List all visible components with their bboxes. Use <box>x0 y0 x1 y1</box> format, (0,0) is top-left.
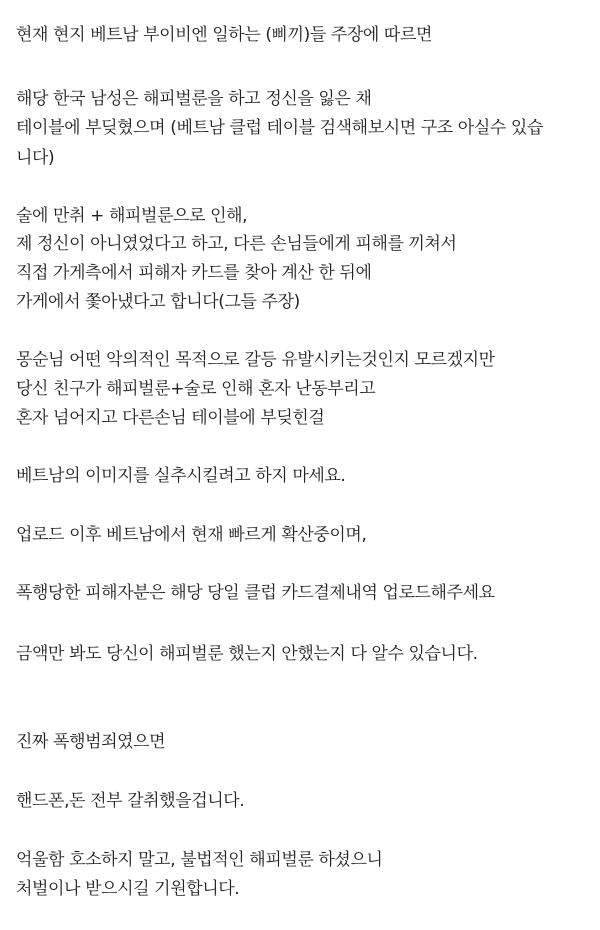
text-line: 핸드폰,돈 전부 갈취했을겁니다. <box>16 791 245 811</box>
text-line: 니다) <box>16 148 55 168</box>
text-line: 베트남의 이미지를 실추시킬려고 하지 마세요. <box>16 466 346 486</box>
text-line: 해당 한국 남성은 해피벌룬을 하고 정신을 잃은 채 <box>16 89 372 109</box>
text-line: 금액만 봐도 당신이 해피벌룬 했는지 안했는지 다 알수 있습니다. <box>16 644 478 664</box>
text-line: 폭행당한 피해자분은 해당 당일 클럽 카드결제내역 업로드해주세요 <box>16 583 495 603</box>
text-line: 당신 친구가 해피벌룬+술로 인해 혼자 난동부리고 <box>16 379 376 399</box>
text-line: 처벌이나 받으시길 기원합니다. <box>16 879 240 899</box>
text-line: 테이블에 부딪혔으며 (베트남 클럽 테이블 검색해보시면 구조 아실수 있습 <box>16 118 543 138</box>
text-line: 술에 만취 + 해피벌룬으로 인해, <box>16 206 248 226</box>
text-line: 현재 현지 베트남 부이비엔 일하는 (삐끼)들 주장에 따르면 <box>16 25 432 45</box>
text-line: 직접 가게측에서 피해자 카드를 찾아 계산 한 뒤에 <box>16 263 372 283</box>
text-line: 몽순님 어떤 악의적인 목적으로 갈등 유발시키는것인지 모르겠지만 <box>16 350 495 370</box>
text-line: 억울함 호소하지 말고, 불법적인 해피벌룬 하셨으니 <box>16 850 383 870</box>
text-line: 제 정신이 아니였었다고 하고, 다른 손님들에게 피해를 끼쳐서 <box>16 234 457 254</box>
text-line: 업로드 이후 베트남에서 현재 빠르게 확산중이며, <box>16 525 367 545</box>
text-line: 진짜 폭행범죄였으면 <box>16 732 166 752</box>
text-line: 가게에서 쫓아냈다고 합니다(그들 주장) <box>16 292 300 312</box>
text-line: 혼자 넘어지고 다른손님 테이블에 부딪힌걸 <box>16 408 325 428</box>
